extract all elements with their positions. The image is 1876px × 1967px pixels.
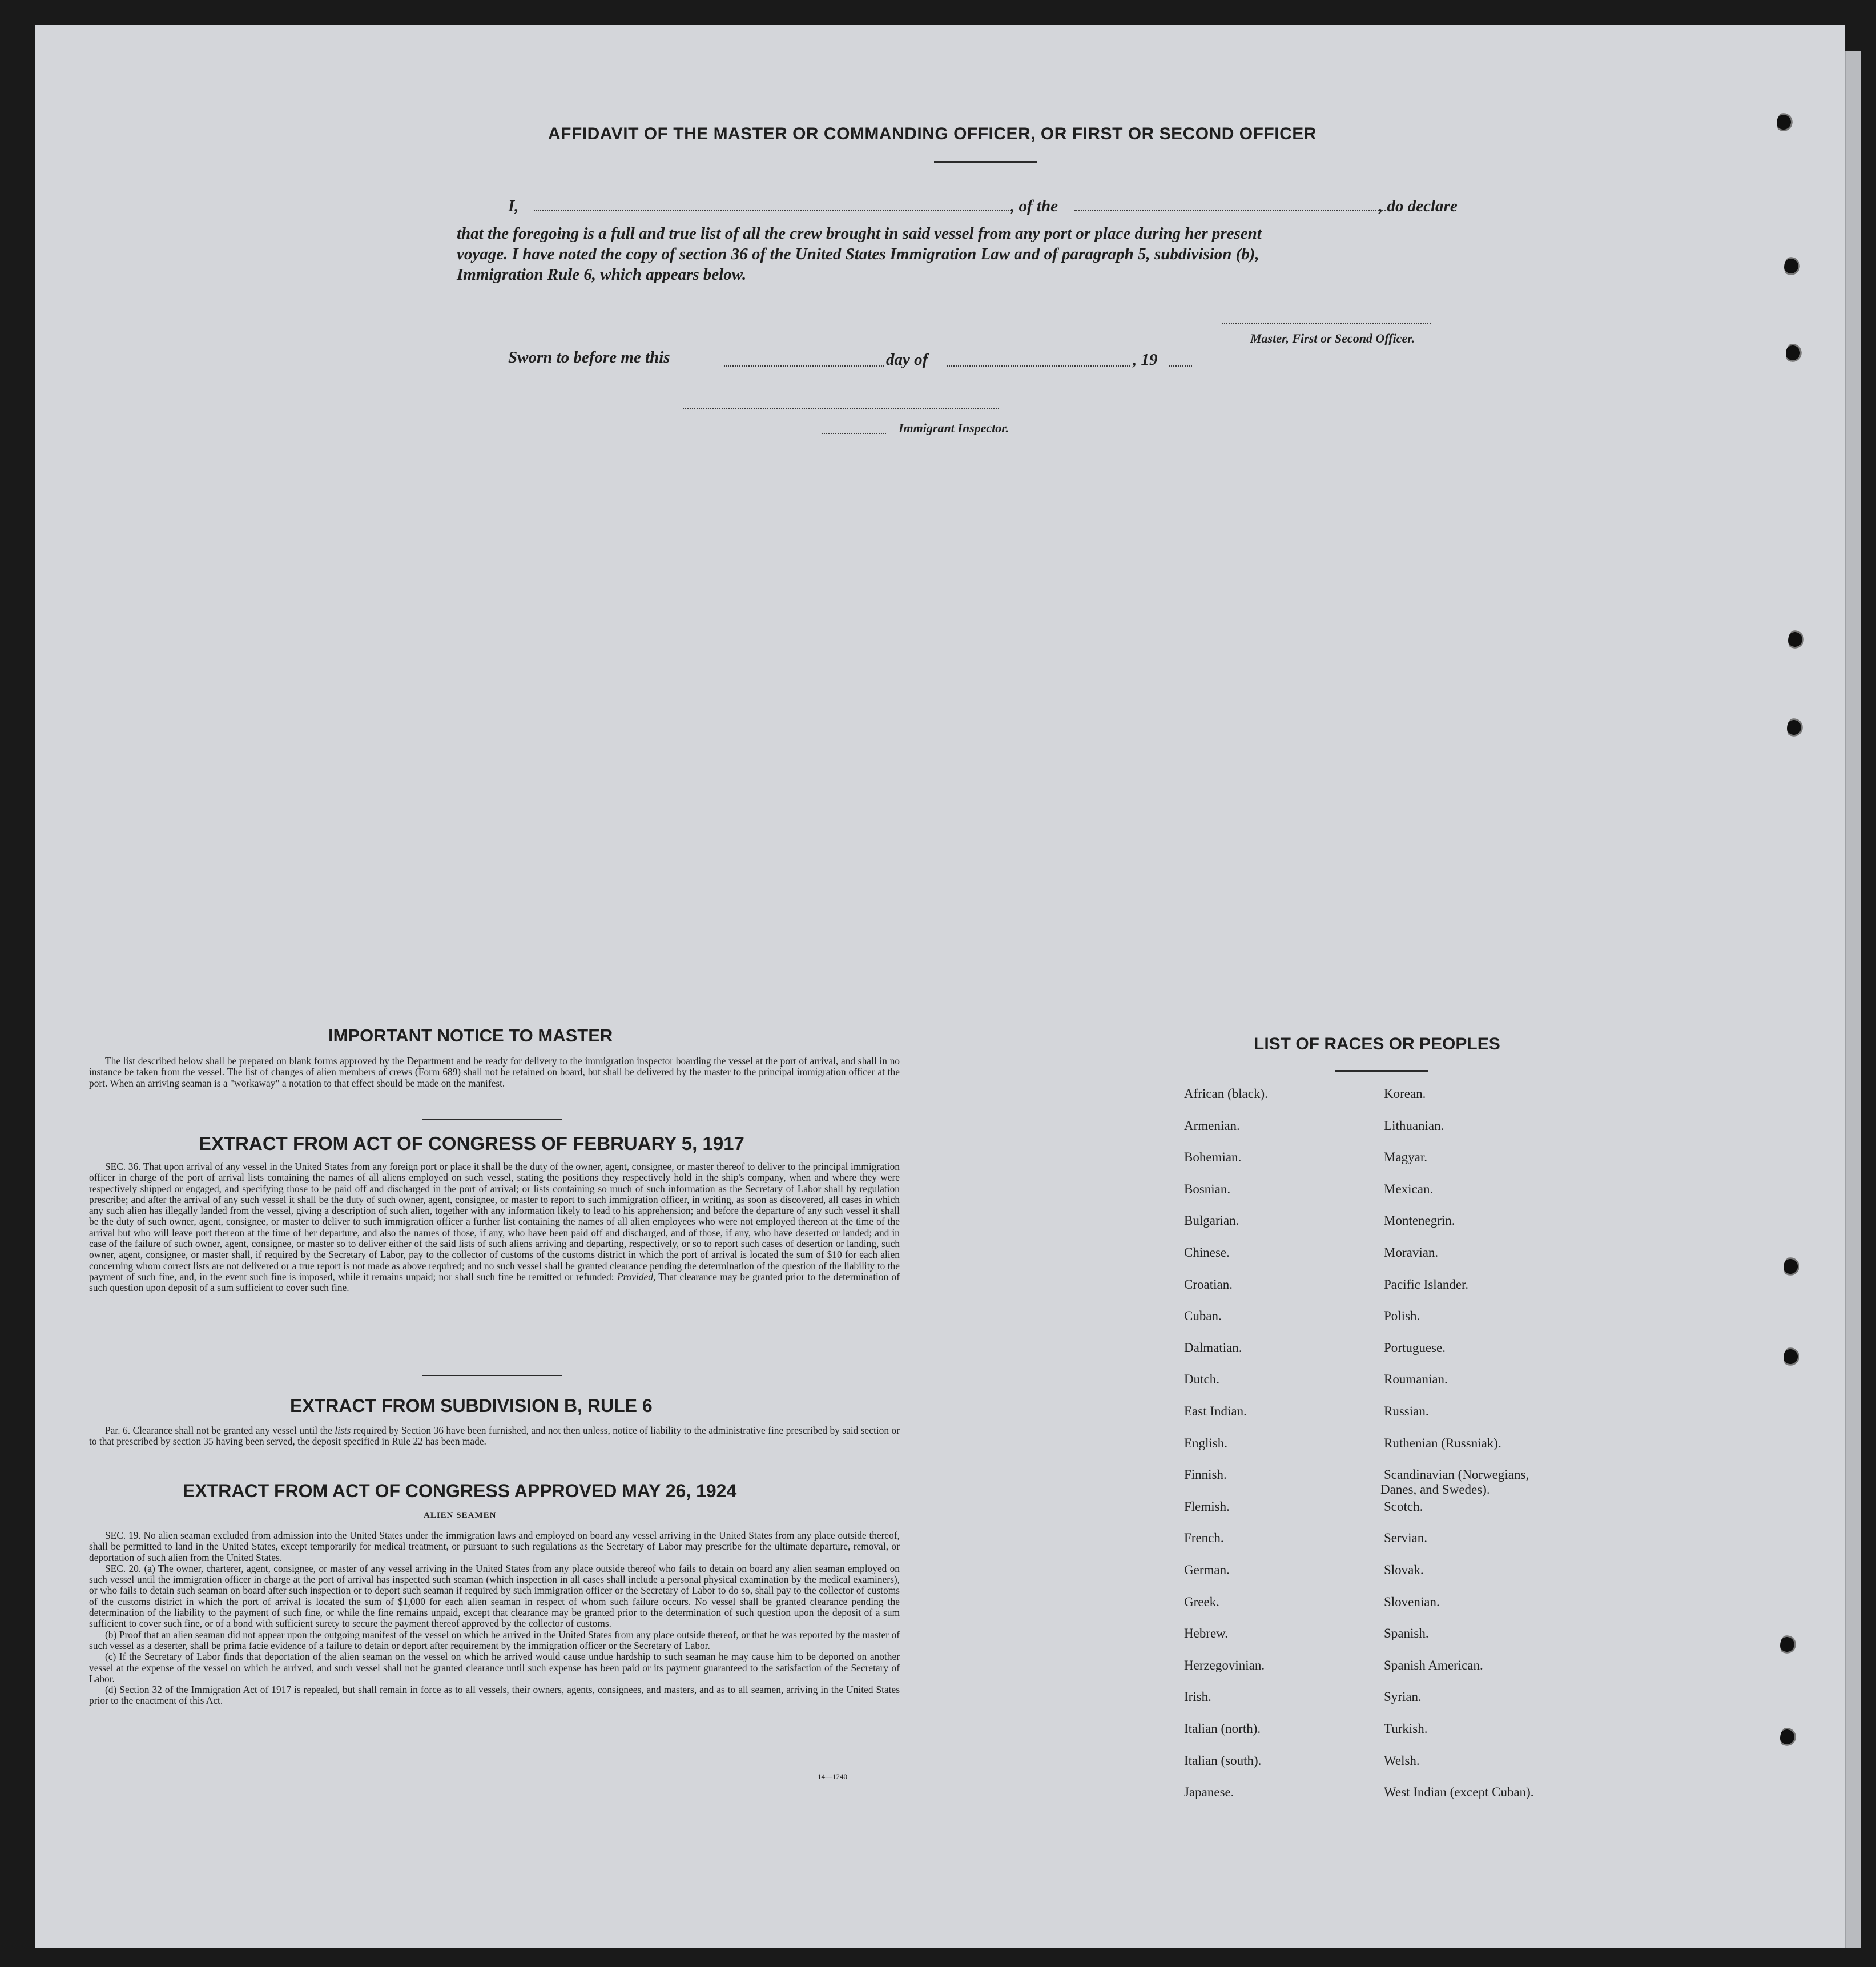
races-title-rule	[1335, 1070, 1428, 1072]
master-signature-blank[interactable]	[1222, 323, 1431, 324]
race-right-item: Welsh.	[1384, 1753, 1420, 1768]
race-left-item: English.	[1184, 1436, 1228, 1450]
section-36-text: SEC. 36. That upon arrival of any vessel in the United States from any foreign port or place it shall be the duty of the owner, agent, consignee, or master thereof to deliver to the principal immigration officer in charge of the port of arrival lists containing the names of all aliens employed on such vessel, stating the positions they respectively hold in the ship's company, when and where they were respectively shipped or engaged, and specifying those to be paid off and discharged in the port of arrival; or lists containing so much of such information as the Secretary of Labor shall by regulation prescribe; and after the arrival of any such vessel it shall be the duty of such owner, agent, consignee, or master to report to such immigration officer, in writing, as soon as discovered, all cases in which any such alien has illegally landed from the vessel, giving a description of such alien, together with any information likely to lead to his apprehension; and before the departure of any such vessel it shall be the duty of such owner, agent, consignee, or master to deliver to such immigration officer a further list containing the names of all alien employees who were not employed thereon at the time of the arrival but who will leave port thereon at the time of her departure, and also the names of those, if any, who have been paid off and discharged, and of those, if any, who have deserted or landed; and in case of the failure of such owner, agent, consignee, or master so to deliver either of the said lists of such aliens arriving and departing, respectively, or so to report such cases of desertion or landing, such owner, agent, consignee, or master shall, if required by the Secretary of Labor, pay to the collector of customs of the customs district in which the port of arrival is located the sum of $10 for each alien concerning whom correct lists are not delivered or a true report is not made as above required; and no such vessel shall be granted clearance pending the determination of the question of the liability to the payment of such fine, and, in the event such fine is imposed, while it remains unpaid; nor shall such fine be remitted or refunded:	[89, 1161, 900, 1282]
race-right-item: Lithuanian.	[1384, 1119, 1444, 1133]
race-right-item: Moravian.	[1384, 1245, 1439, 1260]
sec-20c-text: (c) If the Secretary of Labor finds that deportation of the alien seaman on the vessel on which he arrived would cause undue hardship to such seaman he may cause him to be deported on another vessel at the expense of the vessel on which he arrived, and such vessel shall not be granted clearance until such expense has been paid or its payment guaranteed to the satisfaction of the Secretary of Labor.	[89, 1651, 900, 1684]
race-right-item: Spanish.	[1384, 1626, 1429, 1640]
form-number: 14—1240	[818, 1772, 847, 1781]
race-right-item: Polish.	[1384, 1309, 1420, 1323]
race-left-item: African (black).	[1184, 1087, 1268, 1101]
proviso-text: That clearance may be granted prior to the determination of such question upon deposit of a sum sufficient to cover such fine.	[89, 1270, 900, 1294]
inspector-label: Immigrant Inspector.	[899, 421, 1009, 435]
sworn-day-blank[interactable]	[724, 365, 884, 367]
alien-seamen-subtitle: ALIEN SEAMEN	[424, 1511, 497, 1520]
scandinavian-continuation: Danes, and Swedes).	[1380, 1482, 1490, 1497]
race-right-item: Korean.	[1384, 1087, 1426, 1101]
races-title: LIST OF RACES OR PEOPLES	[1254, 1035, 1500, 1053]
race-left-item: Bosnian.	[1184, 1182, 1231, 1196]
race-left-item: Bulgarian.	[1184, 1213, 1239, 1228]
affidavit-body-line1: that the foregoing is a full and true list of all the crew brought in said vessel from any port or place during her present	[457, 224, 1262, 243]
race-left-item: Croatian.	[1184, 1277, 1233, 1292]
rule-6-title: EXTRACT FROM SUBDIVISION B, RULE 6	[290, 1395, 653, 1416]
notice-text	[89, 1056, 900, 1089]
race-left-item: Dalmatian.	[1184, 1341, 1242, 1355]
master-signature-label: Master, First or Second Officer.	[1250, 331, 1415, 345]
race-left-item: Irish.	[1184, 1690, 1211, 1704]
notice-title: IMPORTANT NOTICE TO MASTER	[328, 1025, 613, 1045]
race-right-item: Mexican.	[1384, 1182, 1434, 1196]
section-rule	[422, 1119, 562, 1120]
race-left-item: Greek.	[1184, 1595, 1219, 1609]
race-right-item: Scandinavian (Norwegians,	[1384, 1467, 1529, 1482]
section-rule	[422, 1375, 562, 1376]
race-right-item: Ruthenian (Russniak).	[1384, 1436, 1501, 1450]
race-left-item: Armenian.	[1184, 1119, 1240, 1133]
affidavit-i-label: I,	[508, 197, 519, 215]
race-left-item: Japanese.	[1184, 1785, 1234, 1799]
race-left-item: Finnish.	[1184, 1467, 1227, 1482]
extract-1917-title: EXTRACT FROM ACT OF CONGRESS OF FEBRUARY 5, 1917	[199, 1133, 744, 1154]
sec-20a-text: SEC. 20. (a) The owner, charterer, agent, consignee, or master of any vessel arriving in the United States from any place outside thereof who fails to detain on board any alien seaman employed on such vessel until the immigration officer in charge at the port of arrival has inspected such seaman (which inspection in all cases shall include a personal physical examination by the medical examiners), or who fails to detain such seaman on board after such inspection or to deport such seaman if required by such immigration officer or the Secretary of Labor to do so, shall pay to the collector of customs of the customs district in which the port of arrival is located the sum of $1,000 for each alien seaman in respect of whom such failure occurs. No vessel shall be granted clearance pending the determination of the liability to the payment of such fine, or while the fine remains unpaid, except that clearance may be granted prior to the determination of such question upon the deposit of a sum sufficient to cover such fine, or of a bond with sufficient surety to secure the payment thereof approved by the collector of customs.	[89, 1562, 900, 1630]
race-left-item: Bohemian.	[1184, 1150, 1242, 1164]
extract-1917-text	[89, 1161, 900, 1294]
binder-hole	[1786, 343, 1803, 365]
affidavit-title: AFFIDAVIT OF THE MASTER OR COMMANDING OFFICER, OR FIRST OR SECOND OFFICER	[548, 124, 1317, 143]
do-declare-label: , do declare	[1379, 197, 1458, 215]
sec-20b-text: (b) Proof that an alien seaman did not appear upon the outgoing manifest of the vessel on which he arrived in the United States from any place outside thereof, or that he was reported by the master of such vessel as a deserter, shall be prima facie evidence of a failure to detain or deport after requirement by the immigration officer or the Secretary of Labor.	[89, 1628, 900, 1651]
inspector-lead-dots	[822, 433, 886, 434]
race-left-item: Dutch.	[1184, 1372, 1219, 1386]
race-right-item: Syrian.	[1384, 1690, 1422, 1704]
race-left-item: Chinese.	[1184, 1245, 1230, 1260]
race-left-item: German.	[1184, 1563, 1230, 1577]
vessel-blank[interactable]	[1074, 210, 1386, 211]
lists-word: lists	[335, 1425, 351, 1436]
race-right-item: Slovak.	[1384, 1563, 1424, 1577]
binder-hole	[1788, 629, 1805, 652]
race-left-item: Herzegovinian.	[1184, 1658, 1265, 1672]
proviso-label: Provided,	[617, 1270, 656, 1282]
race-right-item: Servian.	[1384, 1531, 1428, 1545]
rule-6-text	[89, 1425, 900, 1447]
sec-20d-text: (d) Section 32 of the Immigration Act of 1917 is repealed, but shall remain in force as to all vessels, their owners, agents, consignees, and masters, and as to all seamen, arriving in the United States prior to the enactment of this Act.	[89, 1684, 900, 1707]
race-right-item: Turkish.	[1384, 1721, 1428, 1736]
affidavit-body-line3: Immigration Rule 6, which appears below.	[457, 266, 747, 284]
binder-hole	[1780, 1634, 1797, 1657]
page-edge-strip	[1845, 51, 1861, 1948]
race-right-item: Russian.	[1384, 1404, 1429, 1418]
race-right-item: Roumanian.	[1384, 1372, 1448, 1386]
name-blank[interactable]	[534, 210, 1011, 211]
binder-hole	[1784, 256, 1801, 279]
binder-hole	[1787, 717, 1804, 740]
race-right-item: Montenegrin.	[1384, 1213, 1455, 1228]
affidavit-body-line2: voyage. I have noted the copy of section 36 of the United States Immigration Law and of paragraph 5, subdivision (b),	[457, 245, 1259, 263]
binder-hole	[1777, 112, 1794, 135]
race-right-item: West Indian (except Cuban).	[1384, 1785, 1534, 1799]
year-label: , 19	[1133, 351, 1158, 369]
sworn-month-blank[interactable]	[947, 365, 1130, 367]
race-right-item: Portuguese.	[1384, 1341, 1446, 1355]
race-left-item: Hebrew.	[1184, 1626, 1229, 1640]
title-rule	[934, 161, 1037, 163]
binder-hole	[1784, 1256, 1801, 1279]
race-left-item: East Indian.	[1184, 1404, 1247, 1418]
sworn-label: Sworn to before me this	[508, 348, 670, 367]
race-left-item: Italian (south).	[1184, 1753, 1262, 1768]
race-left-item: Italian (north).	[1184, 1721, 1261, 1736]
extract-1924-title: EXTRACT FROM ACT OF CONGRESS APPROVED MAY 26, 1924	[183, 1481, 737, 1501]
race-left-item: French.	[1184, 1531, 1224, 1545]
rule-6-text-a: Par. 6. Clearance shall not be granted any vessel until the	[105, 1425, 332, 1436]
race-right-item: Magyar.	[1384, 1150, 1428, 1164]
race-right-item: Pacific Islander.	[1384, 1277, 1469, 1292]
rule-6-text-b: required by Section 36 have been furnished, and not then unless, notice of liability to the administrative fine prescribed by said section or to that prescribed by section 35 having been served, the deposit specified in Rule 22 has been made.	[89, 1425, 900, 1447]
race-right-item: Spanish American.	[1384, 1658, 1483, 1672]
year-blank[interactable]	[1169, 365, 1192, 367]
inspector-signature-blank[interactable]	[683, 408, 999, 409]
race-left-item: Flemish.	[1184, 1499, 1230, 1514]
day-of-label: day of	[886, 351, 928, 369]
race-right-item: Scotch.	[1384, 1499, 1423, 1514]
binder-hole	[1780, 1727, 1797, 1749]
sec-19-text: SEC. 19. No alien seaman excluded from admission into the United States under the immigration laws and employed on board any vessel arriving in the United States from any place outside thereof, shall be permitted to land in the United States, except temporarily for medical treatment, or pursuant to such regulations as the Secretary of Labor may prescribe for the ultimate departure, removal, or deportation of such alien from the United States.	[89, 1530, 900, 1563]
extract-1924-text	[89, 1530, 900, 1707]
notice-paragraph: The list described below shall be prepared on blank forms approved by the Department and be ready for delivery to the immigration inspector boarding the vessel at the port of arrival, and shall in no instance be taken from the vessel. The list of changes of alien members of crews (Form 689) shall not be retained on board, but shall be delivered by the master to the principal immigration officer at the port. When an arriving seaman is a "workaway" a notation to that effect should be made on the manifest.	[89, 1055, 900, 1089]
of-the-label: , of the	[1011, 197, 1058, 215]
race-left-item: Cuban.	[1184, 1309, 1222, 1323]
binder-hole	[1784, 1346, 1801, 1369]
race-right-item: Slovenian.	[1384, 1595, 1440, 1609]
